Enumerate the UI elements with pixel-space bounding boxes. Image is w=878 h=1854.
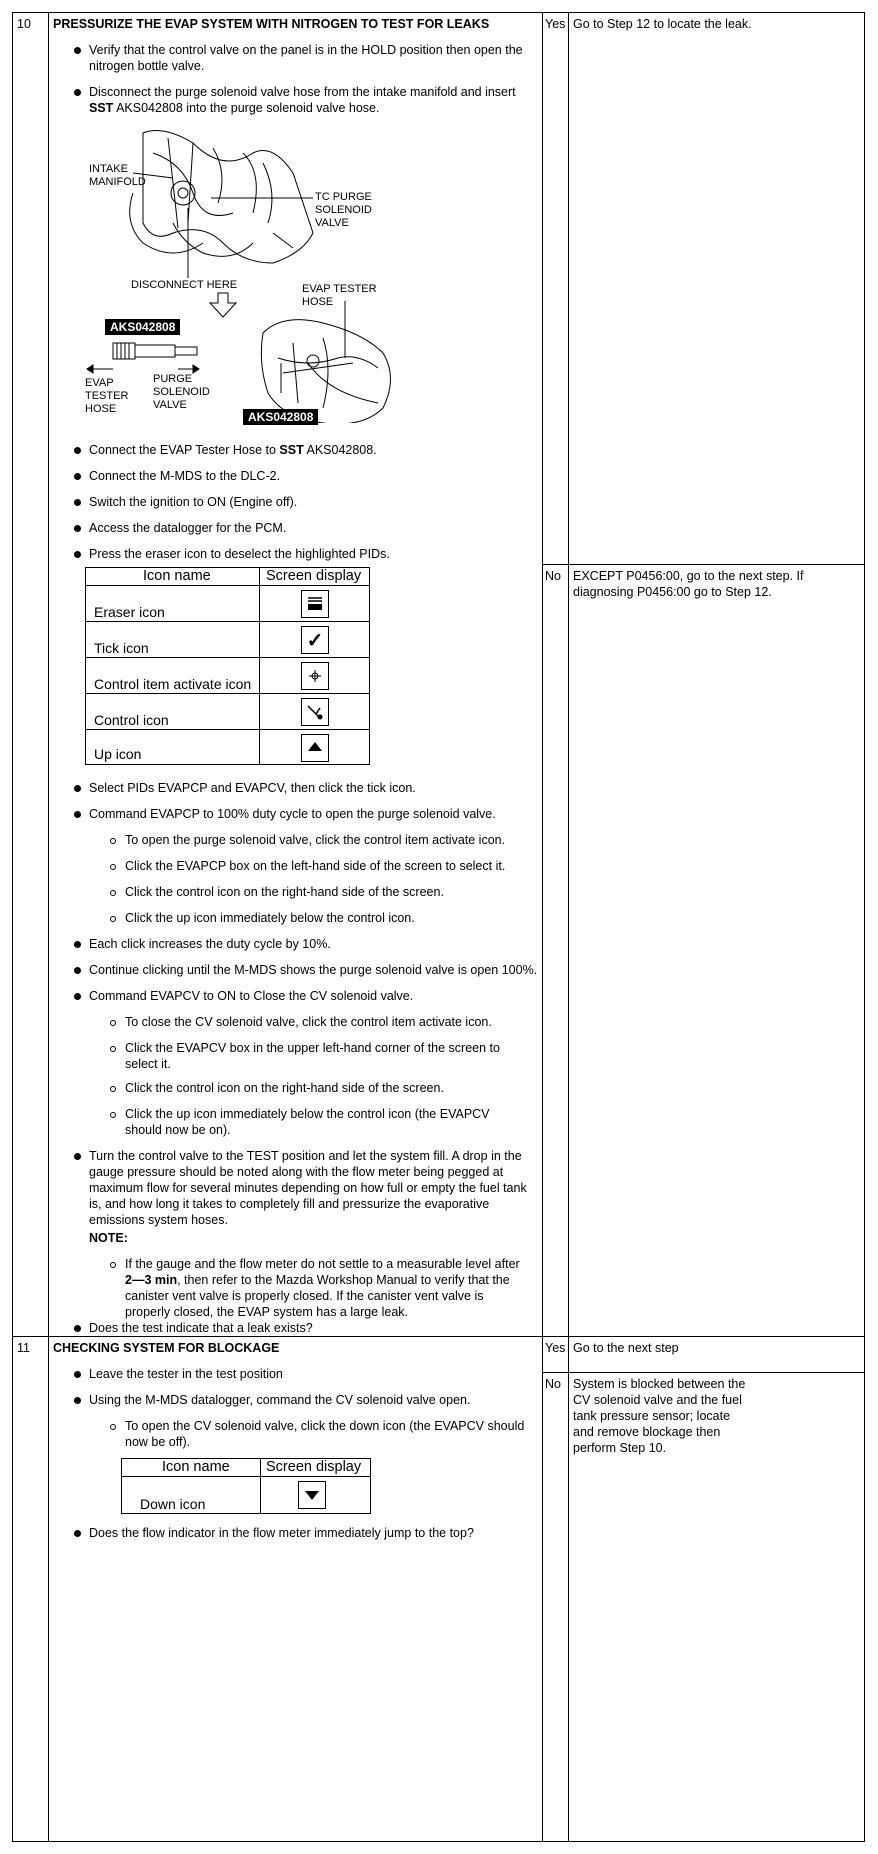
icon-name: Up icon	[94, 746, 142, 762]
no-label: No	[545, 1377, 561, 1391]
sub-bullet	[110, 916, 116, 922]
icon-name: Eraser icon	[94, 604, 165, 620]
bullet	[74, 1530, 81, 1537]
instruction: Does the flow indicator in the flow meter immediately jump to the top?	[89, 1526, 474, 1540]
icon-name: Control item activate icon	[94, 676, 252, 692]
bullet	[74, 811, 81, 818]
icon-name: Down icon	[140, 1496, 206, 1512]
instruction: To open the CV solenoid valve, click the down icon (the EVAPCV should now be off).	[125, 1419, 525, 1449]
instruction: Press the eraser icon to deselect the highlighted PIDs.	[89, 547, 390, 561]
instruction: Click the up icon immediately below the control icon (the EVAPCV should now be on).	[125, 1107, 490, 1137]
yes-label: Yes	[545, 1341, 566, 1355]
note-label: NOTE:	[89, 1231, 128, 1245]
no-label: No	[545, 569, 561, 583]
bullet	[74, 1153, 81, 1160]
bullet	[74, 499, 81, 506]
sub-bullet	[110, 1086, 116, 1092]
instruction: To close the CV solenoid valve, click the control item activate icon.	[125, 1015, 492, 1029]
sub-bullet	[110, 838, 116, 844]
yes-no-divider	[542, 564, 864, 565]
instruction: Verify that the control valve on the panel is in the HOLD position then open the nitrogen bottle valve.	[89, 43, 523, 73]
instruction: Turn the control valve to the TEST position and let the system fill. A drop in the gauge pressure should be noted along with the flow meter being pegged at maximum flow for several minutes depending on how full or empty the fuel tank is, and how long it takes to completely fill and pressurize the evaporative emissions system hoses.	[89, 1149, 527, 1227]
sub-bullet	[110, 1020, 116, 1026]
bullet	[74, 47, 81, 54]
yes-action: Go to Step 12 to locate the leak.	[573, 17, 752, 31]
icon-table	[85, 567, 370, 765]
instruction: Disconnect the purge solenoid valve hose from the intake manifold and insert SST AKS042808 into the purge solenoid valve hose.	[89, 85, 516, 115]
step-title: PRESSURIZE THE EVAP SYSTEM WITH NITROGEN TO TEST FOR LEAKS	[53, 17, 490, 31]
column-divider	[568, 13, 569, 1841]
procedure-table	[12, 12, 865, 1842]
instruction: Connect the M-MDS to the DLC-2.	[89, 469, 281, 483]
bullet	[74, 993, 81, 1000]
bullet	[74, 1397, 81, 1404]
sub-bullet	[110, 890, 116, 896]
col-header: Screen display	[266, 1459, 362, 1475]
sub-bullet	[110, 1262, 116, 1268]
sub-bullet	[110, 864, 116, 870]
figure-label: EVAP TESTER HOSE	[85, 377, 129, 415]
step-number: 11	[17, 1341, 30, 1355]
figure-label: DISCONNECT HERE	[131, 279, 238, 291]
sub-bullet	[110, 1424, 116, 1430]
down-icon	[298, 1481, 326, 1509]
instruction: To open the purge solenoid valve, click the control item activate icon.	[125, 833, 506, 847]
bullet	[74, 1371, 81, 1378]
sub-bullet	[110, 1112, 116, 1118]
bullet	[74, 1325, 81, 1332]
instruction: Leave the tester in the test position	[89, 1367, 283, 1381]
bullet	[74, 89, 81, 96]
figure-label: TC PURGE SOLENOID VALVE	[315, 191, 372, 229]
note-text: If the gauge and the flow meter do not settle to a measurable level after 2—3 min, then refer to the Mazda Workshop Manual to verify that the canister vent valve is properly closed. If the canister vent valve is properly closed, the EVAP system has a large leak.	[125, 1257, 520, 1319]
instruction: Connect the EVAP Tester Hose to SST AKS042808.	[89, 443, 377, 457]
figure-label: EVAP TESTER HOSE	[302, 283, 377, 308]
instruction: Each click increases the duty cycle by 10%.	[89, 937, 331, 951]
instruction: Click the control icon on the right-hand side of the screen.	[125, 1081, 444, 1095]
instruction: Click the control icon on the right-hand side of the screen.	[125, 885, 444, 899]
col-header: Screen display	[266, 568, 362, 584]
row-divider	[13, 1336, 864, 1337]
instruction: Select PIDs EVAPCP and EVAPCV, then click the tick icon.	[89, 781, 416, 795]
step-number: 10	[17, 17, 31, 31]
instruction: Continue clicking until the M-MDS shows the purge solenoid valve is open 100%.	[89, 963, 538, 977]
instruction: Access the datalogger for the PCM.	[89, 521, 287, 535]
column-divider	[542, 13, 543, 1841]
control-item-activate-icon	[301, 662, 329, 690]
figure-label: PURGE SOLENOID VALVE	[153, 373, 210, 411]
instruction: Command EVAPCP to 100% duty cycle to open the purge solenoid valve.	[89, 807, 496, 821]
instruction: Click the up icon immediately below the control icon.	[125, 911, 415, 925]
bullet	[74, 967, 81, 974]
instruction: Click the EVAPCV box in the upper left-hand corner of the screen to select it.	[125, 1041, 500, 1071]
eraser-icon	[301, 590, 329, 618]
instruction: Command EVAPCV to ON to Close the CV solenoid valve.	[89, 989, 414, 1003]
bullet	[74, 785, 81, 792]
instruction: Does the test indicate that a leak exists?	[89, 1321, 313, 1335]
icon-name: Control icon	[94, 712, 169, 728]
icon-name: Tick icon	[94, 640, 149, 656]
bullet	[74, 525, 81, 532]
yes-label: Yes	[545, 17, 566, 31]
sub-bullet	[110, 1046, 116, 1052]
bullet	[74, 551, 81, 558]
yes-action: Go to the next step	[573, 1341, 679, 1355]
col-header: Icon name	[162, 1459, 230, 1475]
instruction: Using the M-MDS datalogger, command the CV solenoid valve open.	[89, 1393, 471, 1407]
tool-label: AKS042808	[243, 409, 318, 425]
instruction: Switch the ignition to ON (Engine off).	[89, 495, 298, 509]
no-action: EXCEPT P0456:00, go to the next step. If diagnosing P0456:00 go to Step 12.	[573, 569, 804, 599]
icon-table	[121, 1458, 371, 1514]
bullet	[74, 941, 81, 948]
step-title: CHECKING SYSTEM FOR BLOCKAGE	[53, 1341, 280, 1355]
tool-label: AKS042808	[105, 319, 180, 335]
tick-icon: ✓	[301, 626, 329, 654]
figure-label: INTAKE MANIFOLD	[89, 163, 146, 188]
instruction: Click the EVAPCP box on the left-hand side of the screen to select it.	[125, 859, 506, 873]
control-icon	[301, 698, 329, 726]
bullet	[74, 473, 81, 480]
col-header: Icon name	[143, 568, 211, 584]
up-icon	[301, 734, 329, 762]
bullet	[74, 447, 81, 454]
column-divider	[48, 13, 49, 1841]
no-action: System is blocked between the CV solenoid valve and the fuel tank pressure sensor; locate and remove blockage then perform Step 10.	[573, 1377, 746, 1455]
